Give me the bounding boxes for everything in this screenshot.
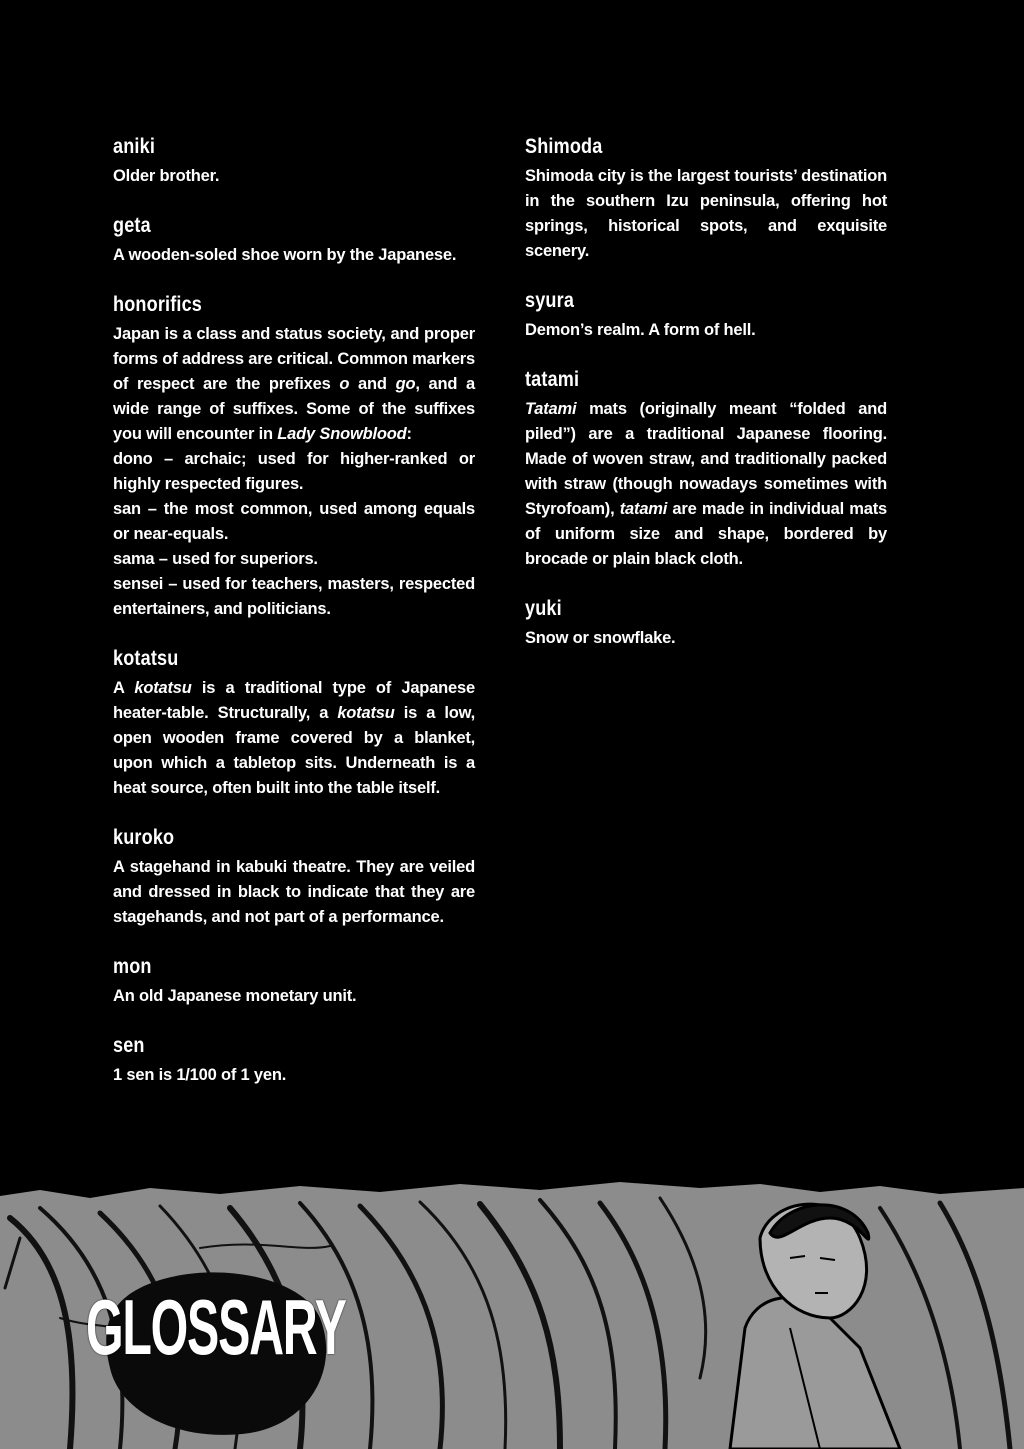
suffix-name: sensei: [113, 575, 164, 593]
term-kotatsu: kotatsu: [113, 647, 179, 670]
entry-shimoda: [525, 132, 887, 264]
term-shimoda: Shimoda: [525, 135, 603, 158]
suffix-name: dono: [113, 450, 153, 468]
honorifics-line: range of suffixes. Some of the suffixes you will: [113, 400, 475, 443]
suffix-san: [113, 497, 475, 547]
term-mon: mon: [113, 955, 152, 978]
prefix-go: go: [395, 375, 416, 393]
definition-syura: Demon’s realm. A form of hell.: [525, 321, 756, 339]
entry-kuroko: [113, 823, 475, 930]
definition-text: mats (originally meant “folded and piled”) are a traditional Japanese flooring. Made of woven straw, and traditionally packed with straw (though nowadays sometimes with Styrofoam),: [525, 400, 887, 518]
entry-kotatsu: [113, 644, 475, 801]
glossary-left-column: [113, 132, 475, 1110]
term-syura: syura: [525, 289, 575, 312]
honorifics-line: :: [406, 425, 412, 443]
suffix-sama: [113, 547, 475, 572]
honorifics-line: , and a wide: [113, 375, 475, 418]
term-aniki: aniki: [113, 135, 156, 158]
definition-mon: An old Japanese monetary unit.: [113, 987, 357, 1005]
glossary-right-column: [525, 132, 887, 673]
suffix-name: sama: [113, 550, 155, 568]
suffix-text: – used for superiors.: [154, 550, 318, 568]
definition-geta: A wooden-soled shoe worn by the Japanese.: [113, 246, 457, 264]
entry-aniki: [113, 132, 475, 189]
glossary-title: GLOSSARY: [86, 1283, 346, 1371]
definition-yuki: Snow or snowflake.: [525, 629, 676, 647]
definition-aniki: Older brother.: [113, 167, 220, 185]
term-yuki: yuki: [525, 597, 562, 620]
suffix-text: – archaic; used for higher-ranked or highly respected figures.: [113, 450, 475, 493]
definition-text: is a low, open wooden frame covered by a blanket, upon which a tabletop sits. Underneath is a heat source, often built into the table itself.: [113, 704, 475, 797]
term-tatami: tatami: [525, 368, 580, 391]
definition-tatami: [525, 397, 887, 572]
definition-text: is a traditional type of Japanese heater-table. Structurally, a: [113, 679, 475, 722]
suffix-name: san: [113, 500, 141, 518]
entry-tatami: [525, 365, 887, 572]
suffix-text: – used for teachers, masters, respected entertainers, and politicians.: [113, 575, 475, 618]
honorifics-line: of respect are the prefixes: [113, 375, 340, 393]
honorifics-line: and: [349, 375, 396, 393]
honorifics-line: forms of address are critical. Common markers: [113, 350, 475, 368]
suffix-sensei: [113, 572, 475, 622]
honorifics-line: encounter in: [176, 425, 278, 443]
honorifics-line: Japan is a class and status society, and proper: [113, 325, 475, 343]
term-honorifics: honorifics: [113, 293, 203, 316]
italic-term: tatami: [619, 500, 668, 518]
definition-text: are made in individual mats of uniform size and shape, bordered by brocade or plain black cloth.: [525, 500, 887, 568]
definition-kuroko: A stagehand in kabuki theatre. They are veiled and dressed in black to indicate that they are stagehands, and not part of a performance.: [113, 858, 475, 926]
italic-term: kotatsu: [134, 679, 192, 697]
definition-shimoda: Shimoda city is the largest tourists’ destination in the southern Izu peninsula, offering hot springs, historical spots, and exquisite scenery.: [525, 167, 887, 260]
entry-honorifics: [113, 290, 475, 622]
entry-sen: [113, 1031, 475, 1088]
italic-term: kotatsu: [337, 704, 395, 722]
definition-sen: 1 sen is 1/100 of 1 yen.: [113, 1066, 287, 1084]
entry-geta: [113, 211, 475, 268]
prefix-o: o: [339, 375, 350, 393]
italic-term: Tatami: [525, 400, 577, 418]
term-geta: geta: [113, 214, 151, 237]
term-kuroko: kuroko: [113, 826, 175, 849]
entry-syura: [525, 286, 887, 343]
suffix-dono: [113, 447, 475, 497]
definition-kotatsu: [113, 676, 475, 801]
definition-text: A: [113, 679, 135, 697]
suffix-text: – the most common, used among equals or near-equals.: [113, 500, 475, 543]
term-sen: sen: [113, 1034, 145, 1057]
entry-mon: [113, 952, 475, 1009]
entry-yuki: [525, 594, 887, 651]
book-title: Lady Snowblood: [277, 425, 407, 443]
definition-honorifics: [113, 322, 475, 622]
